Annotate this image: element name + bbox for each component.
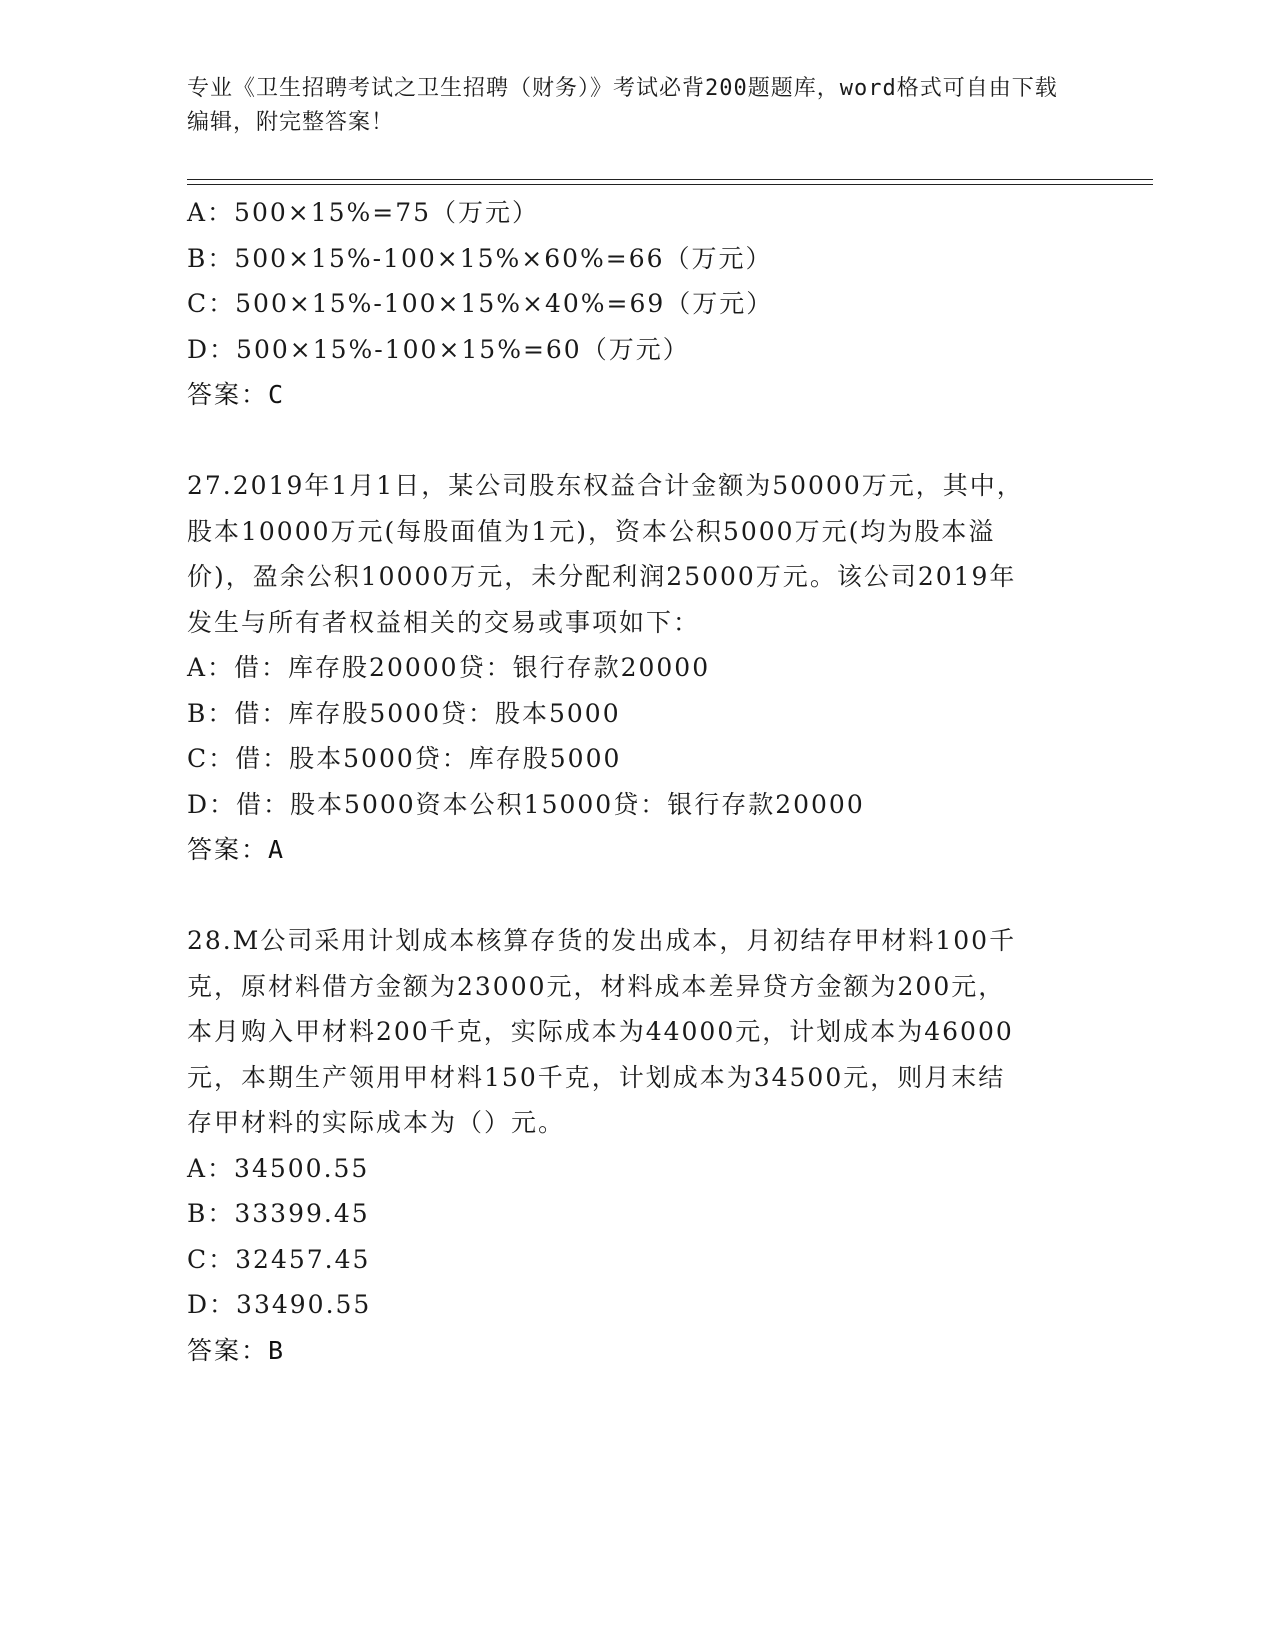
question-text-line: 存甲材料的实际成本为（）元。 xyxy=(187,1108,566,1137)
option-c: C：500×15%-100×15%×40%=69（万元） xyxy=(187,289,774,318)
option-d: D：500×15%-100×15%=60（万元） xyxy=(187,334,690,364)
question-text-line: 克，原材料借方金额为23000元，材料成本差异贷方金额为200元， xyxy=(187,971,1006,1001)
question-text-line: 发生与所有者权益相关的交易或事项如下： xyxy=(187,607,701,637)
question-26 xyxy=(187,190,1067,418)
option-c: C：32457.45 xyxy=(187,1244,371,1274)
question-text-line: 元，本期生产领用甲材料150千克，计划成本为34500元，则月末结 xyxy=(187,1062,1006,1092)
header-divider-top xyxy=(187,179,1153,180)
spacer xyxy=(187,873,1067,919)
question-text-line: 27.2019年1月1日，某公司股东权益合计金额为50000万元，其中， xyxy=(187,471,1024,500)
option-a: A：34500.55 xyxy=(187,1153,370,1183)
answer-line: 答案：B xyxy=(187,1335,286,1365)
question-text-line: 股本10000万元(每股面值为1元)，资本公积5000万元(均为股本溢 xyxy=(187,516,996,546)
option-a: A：借：库存股20000贷：银行存款20000 xyxy=(187,653,711,682)
option-b: B：借：库存股5000贷：股本5000 xyxy=(187,698,621,728)
option-a: A：500×15%=75（万元） xyxy=(187,198,540,227)
question-27 xyxy=(187,463,1067,873)
question-28 xyxy=(187,918,1067,1373)
question-text-line: 28.M公司采用计划成本核算存货的发出成本，月初结存甲材料100千 xyxy=(187,926,1017,955)
option-c: C：借：股本5000贷：库存股5000 xyxy=(187,744,622,773)
answer-line: 答案：A xyxy=(187,835,286,864)
header-divider-bottom xyxy=(187,184,1153,185)
spacer xyxy=(187,418,1067,464)
option-b: B：500×15%-100×15%×60%=66（万元） xyxy=(187,243,773,273)
document-header: 专业《卫生招聘考试之卫生招聘（财务）》考试必背200题题库，word格式可自由下载编辑，附完整答案！ xyxy=(187,76,1058,135)
document-body xyxy=(187,190,1067,1373)
question-text-line: 价)，盈余公积10000万元，未分配利润25000万元。该公司2019年 xyxy=(187,562,1017,591)
option-b: B：33399.45 xyxy=(187,1199,370,1228)
question-text-line: 本月购入甲材料200千克，实际成本为44000元，计划成本为46000 xyxy=(187,1017,1014,1046)
option-d: D：33490.55 xyxy=(187,1290,372,1319)
option-d: D：借：股本5000资本公积15000贷：银行存款20000 xyxy=(187,789,865,819)
answer-line: 答案：C xyxy=(187,380,286,409)
